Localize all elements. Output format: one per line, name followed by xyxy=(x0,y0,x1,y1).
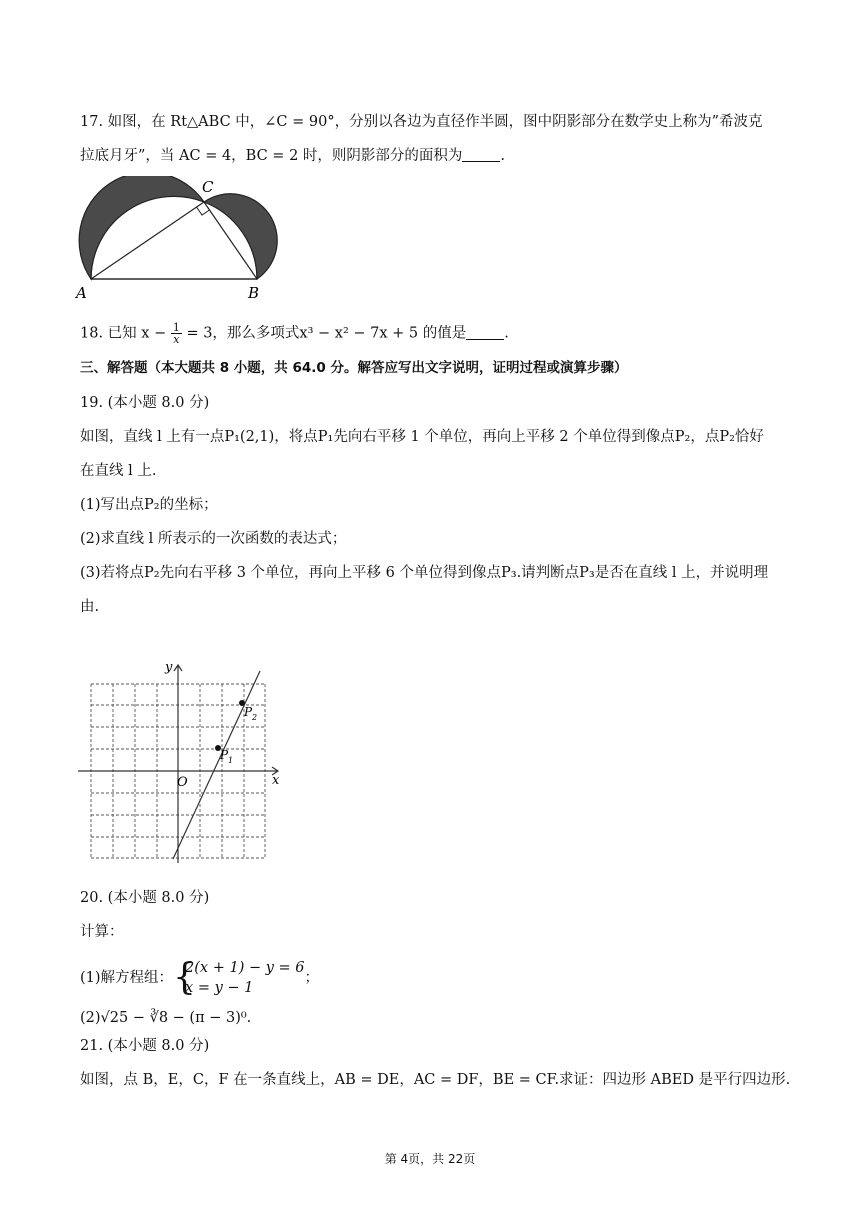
q21-line1: 如图，点 B，E，C，F 在一条直线上，AB = DE，AC = DF，BE = CF.求证：四边形 ABED 是平行四边形. xyxy=(80,1072,791,1088)
q17-end: . xyxy=(500,148,506,164)
q19-line1: 如图，直线 l 上有一点P₁(2,1)，将点P₁先向右平移 1 个单位，再向上平移 2 个单位得到像点P₂，点P₂恰好 xyxy=(80,429,764,445)
label-p2-sub: 2 xyxy=(252,713,258,722)
lune-figure xyxy=(72,176,302,304)
section-title: 三、解答题（本大题共 8 小题，共 64.0 分。解答应写出文字说明，证明过程或演算步骤） xyxy=(80,360,628,376)
q20-part1-end: ； xyxy=(304,970,320,986)
q19-part3b: 由. xyxy=(80,599,100,615)
label-a: A xyxy=(76,284,87,302)
q18-suffix: = 3，那么多项式x³ − x² − 7x + 5 的值是 xyxy=(186,325,467,342)
label-c: C xyxy=(202,178,214,196)
q20-part1 xyxy=(80,958,800,998)
answer-blank xyxy=(466,325,504,340)
label-p1: P xyxy=(220,748,229,762)
q21-header: 21. (本小题 8.0 分) xyxy=(80,1038,210,1054)
label-y: y xyxy=(165,660,173,675)
coordinate-grid xyxy=(70,655,290,865)
frac-den: x xyxy=(173,333,180,346)
q18-prefix: 18. 已知 x − xyxy=(80,325,167,342)
q20-part1-prefix: (1)解方程组： xyxy=(80,970,174,986)
label-p1-sub: 1 xyxy=(228,756,234,765)
label-origin: O xyxy=(177,775,188,790)
q17-line2-text: 拉底月牙”，当 AC = 4，BC = 2 时，则阴影部分的面积为 xyxy=(80,148,463,164)
q17-line1: 17. 如图，在 Rt△ABC 中，∠C = 90°，分别以各边为直径作半圆，图中阴影部分在数学史上称为”希波克 xyxy=(80,114,763,130)
q20-intro: 计算： xyxy=(80,924,124,940)
q19-part3: (3)若将点P₂先向右平移 3 个单位，再向上平移 6 个单位得到像点P₃.请判断点P₃是否在直线 l 上，并说明理 xyxy=(80,565,769,581)
label-x: x xyxy=(272,773,280,788)
q20-header: 20. (本小题 8.0 分) xyxy=(80,890,210,906)
label-p2: P xyxy=(244,705,253,719)
q19-part1: (1)写出点P₂的坐标； xyxy=(80,497,218,513)
q18-line xyxy=(80,322,800,345)
q19-line2: 在直线 l 上. xyxy=(80,463,157,479)
frac-num: 1 xyxy=(172,321,180,334)
answer-blank xyxy=(462,147,500,162)
equation-system xyxy=(173,958,304,998)
q19-header: 19. (本小题 8.0 分) xyxy=(80,395,210,411)
equation-1: 2(x + 1) − y = 6 xyxy=(185,960,305,976)
brace: { xyxy=(173,957,196,998)
q18-end: . xyxy=(504,325,509,342)
page-footer: 第 4页，共 22页 xyxy=(384,1152,476,1166)
q20-part2: (2)√25 − ∛8 − (π − 3)⁰. xyxy=(80,1010,252,1026)
q19-part2: (2)求直线 l 所表示的一次函数的表达式； xyxy=(80,531,347,547)
fraction xyxy=(171,322,182,345)
q17-line2 xyxy=(80,146,800,166)
equation-2: x = y − 1 xyxy=(185,980,254,996)
label-b: B xyxy=(248,284,260,302)
line-l xyxy=(173,671,260,859)
